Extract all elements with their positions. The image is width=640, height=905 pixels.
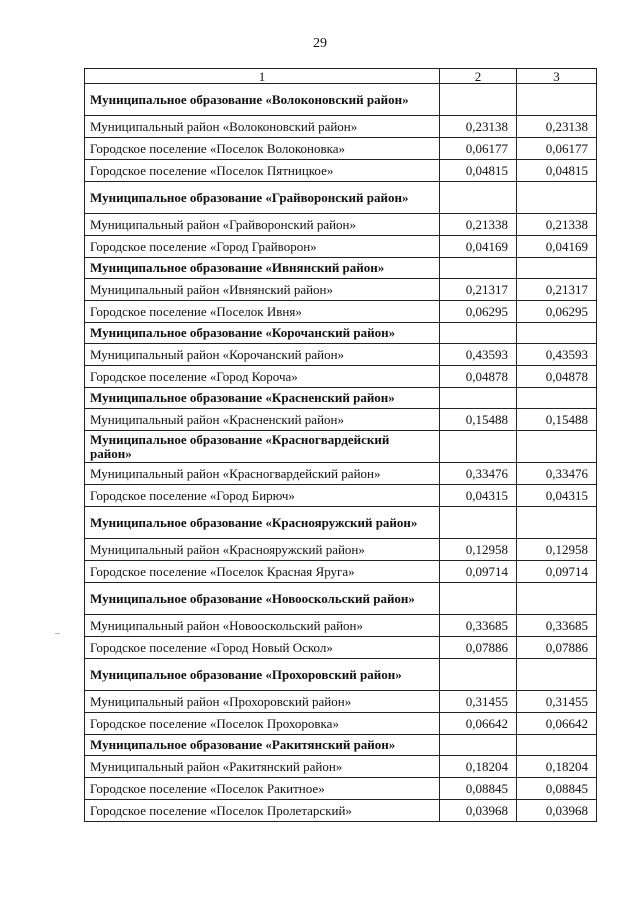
- entity-name-cell: Городское поселение «Город Бирюч»: [85, 485, 440, 507]
- value-cell-col3: 0,33476: [517, 463, 597, 485]
- value-cell-col3: 0,04315: [517, 485, 597, 507]
- group-header-row: [85, 84, 597, 116]
- value-cell-col2: 0,18204: [440, 756, 517, 778]
- value-cell-col2: 0,15488: [440, 409, 517, 431]
- entity-name-cell: Городское поселение «Поселок Пролетарский»: [85, 800, 440, 822]
- value-cell-col2: [440, 659, 517, 691]
- table-row: [85, 214, 597, 236]
- value-cell-col2: 0,04878: [440, 366, 517, 388]
- table-row: [85, 615, 597, 637]
- value-cell-col2: 0,03968: [440, 800, 517, 822]
- value-cell-col2: 0,06177: [440, 138, 517, 160]
- group-header-row: [85, 735, 597, 756]
- entity-name-cell: Муниципальный район «Корочанский район»: [85, 344, 440, 366]
- municipality-group-title: Муниципальное образование «Ивнянский район»: [85, 258, 440, 279]
- municipality-group-title: Муниципальное образование «Корочанский район»: [85, 323, 440, 344]
- municipality-group-title: Муниципальное образование «Прохоровский район»: [85, 659, 440, 691]
- table-row: [85, 409, 597, 431]
- value-cell-col2: 0,43593: [440, 344, 517, 366]
- entity-name-cell: Городское поселение «Поселок Ивня»: [85, 301, 440, 323]
- entity-name-cell: Муниципальный район «Прохоровский район»: [85, 691, 440, 713]
- group-header-row: [85, 659, 597, 691]
- header-cell-2: 2: [440, 69, 517, 84]
- value-cell-col2: 0,09714: [440, 561, 517, 583]
- value-cell-col3: 0,06177: [517, 138, 597, 160]
- header-cell-1: 1: [85, 69, 440, 84]
- value-cell-col2: [440, 431, 517, 463]
- entity-name-cell: Муниципальный район «Грайворонский район»: [85, 214, 440, 236]
- value-cell-col3: [517, 258, 597, 279]
- table-row: [85, 691, 597, 713]
- header-cell-3: 3: [517, 69, 597, 84]
- value-cell-col3: 0,21317: [517, 279, 597, 301]
- coefficients-table: [84, 68, 597, 822]
- entity-name-cell: Городское поселение «Поселок Ракитное»: [85, 778, 440, 800]
- value-cell-col2: 0,04815: [440, 160, 517, 182]
- value-cell-col3: [517, 84, 597, 116]
- entity-name-cell: Городское поселение «Поселок Прохоровка»: [85, 713, 440, 735]
- value-cell-col2: 0,06642: [440, 713, 517, 735]
- value-cell-col3: 0,04169: [517, 236, 597, 258]
- municipality-group-title: Муниципальное образование «Краснояружский район»: [85, 507, 440, 539]
- table-row: [85, 160, 597, 182]
- entity-name-cell: Муниципальный район «Красненский район»: [85, 409, 440, 431]
- value-cell-col2: 0,23138: [440, 116, 517, 138]
- value-cell-col3: 0,03968: [517, 800, 597, 822]
- value-cell-col2: [440, 84, 517, 116]
- table-row: [85, 539, 597, 561]
- value-cell-col2: [440, 182, 517, 214]
- table-row: [85, 800, 597, 822]
- entity-name-cell: Городское поселение «Поселок Красная Яруга»: [85, 561, 440, 583]
- table-row: [85, 485, 597, 507]
- table-row: [85, 366, 597, 388]
- group-header-row: [85, 507, 597, 539]
- entity-name-cell: Муниципальный район «Новооскольский район»: [85, 615, 440, 637]
- entity-name-cell: Городское поселение «Поселок Пятницкое»: [85, 160, 440, 182]
- municipality-group-title: Муниципальное образование «Красненский район»: [85, 388, 440, 409]
- entity-name-cell: Муниципальный район «Ракитянский район»: [85, 756, 440, 778]
- value-cell-col2: 0,33685: [440, 615, 517, 637]
- value-cell-col3: [517, 388, 597, 409]
- value-cell-col3: [517, 583, 597, 615]
- value-cell-col2: [440, 735, 517, 756]
- value-cell-col2: 0,12958: [440, 539, 517, 561]
- value-cell-col3: 0,06295: [517, 301, 597, 323]
- value-cell-col2: 0,06295: [440, 301, 517, 323]
- value-cell-col2: 0,21338: [440, 214, 517, 236]
- municipality-group-title: Муниципальное образование «Красногвардейский район»: [85, 431, 440, 463]
- municipality-group-title: Муниципальное образование «Новооскольский район»: [85, 583, 440, 615]
- table-row: [85, 713, 597, 735]
- value-cell-col3: [517, 659, 597, 691]
- value-cell-col3: 0,43593: [517, 344, 597, 366]
- group-header-row: [85, 388, 597, 409]
- value-cell-col2: 0,21317: [440, 279, 517, 301]
- entity-name-cell: Муниципальный район «Краснояружский район»: [85, 539, 440, 561]
- group-header-row: [85, 182, 597, 214]
- value-cell-col3: 0,21338: [517, 214, 597, 236]
- value-cell-col3: 0,33685: [517, 615, 597, 637]
- entity-name-cell: Муниципальный район «Красногвардейский район»: [85, 463, 440, 485]
- group-header-row: [85, 323, 597, 344]
- group-header-row: [85, 583, 597, 615]
- table-row: [85, 561, 597, 583]
- value-cell-col3: 0,15488: [517, 409, 597, 431]
- value-cell-col2: 0,33476: [440, 463, 517, 485]
- value-cell-col2: 0,08845: [440, 778, 517, 800]
- value-cell-col2: 0,04315: [440, 485, 517, 507]
- table-row: [85, 637, 597, 659]
- table-row: [85, 279, 597, 301]
- value-cell-col3: [517, 182, 597, 214]
- table-row: [85, 301, 597, 323]
- value-cell-col3: [517, 431, 597, 463]
- value-cell-col3: 0,07886: [517, 637, 597, 659]
- value-cell-col3: [517, 735, 597, 756]
- value-cell-col2: [440, 507, 517, 539]
- value-cell-col2: [440, 388, 517, 409]
- value-cell-col3: 0,18204: [517, 756, 597, 778]
- value-cell-col3: 0,06642: [517, 713, 597, 735]
- value-cell-col2: [440, 583, 517, 615]
- value-cell-col2: 0,31455: [440, 691, 517, 713]
- table-row: [85, 344, 597, 366]
- group-header-row: [85, 431, 597, 463]
- municipality-group-title: Муниципальное образование «Грайворонский район»: [85, 182, 440, 214]
- value-cell-col3: [517, 323, 597, 344]
- value-cell-col3: 0,09714: [517, 561, 597, 583]
- value-cell-col2: 0,04169: [440, 236, 517, 258]
- municipality-group-title: Муниципальное образование «Ракитянский район»: [85, 735, 440, 756]
- municipality-group-title: Муниципальное образование «Волоконовский район»: [85, 84, 440, 116]
- value-cell-col3: 0,31455: [517, 691, 597, 713]
- entity-name-cell: Муниципальный район «Волоконовский район»: [85, 116, 440, 138]
- group-header-row: [85, 258, 597, 279]
- value-cell-col3: 0,12958: [517, 539, 597, 561]
- value-cell-col3: 0,23138: [517, 116, 597, 138]
- value-cell-col2: [440, 258, 517, 279]
- value-cell-col2: 0,07886: [440, 637, 517, 659]
- table-row: [85, 236, 597, 258]
- value-cell-col3: 0,08845: [517, 778, 597, 800]
- header-row: [85, 69, 597, 84]
- margin-dash-mark: –: [55, 628, 60, 639]
- table-row: [85, 463, 597, 485]
- entity-name-cell: Городское поселение «Город Грайворон»: [85, 236, 440, 258]
- page-number: 29: [313, 36, 327, 51]
- entity-name-cell: Городское поселение «Поселок Волоконовка»: [85, 138, 440, 160]
- table-body: [85, 69, 597, 822]
- value-cell-col3: 0,04815: [517, 160, 597, 182]
- value-cell-col2: [440, 323, 517, 344]
- entity-name-cell: Городское поселение «Город Короча»: [85, 366, 440, 388]
- entity-name-cell: Муниципальный район «Ивнянский район»: [85, 279, 440, 301]
- value-cell-col3: [517, 507, 597, 539]
- table-row: [85, 756, 597, 778]
- table-row: [85, 138, 597, 160]
- value-cell-col3: 0,04878: [517, 366, 597, 388]
- entity-name-cell: Городское поселение «Город Новый Оскол»: [85, 637, 440, 659]
- table-row: [85, 116, 597, 138]
- table-row: [85, 778, 597, 800]
